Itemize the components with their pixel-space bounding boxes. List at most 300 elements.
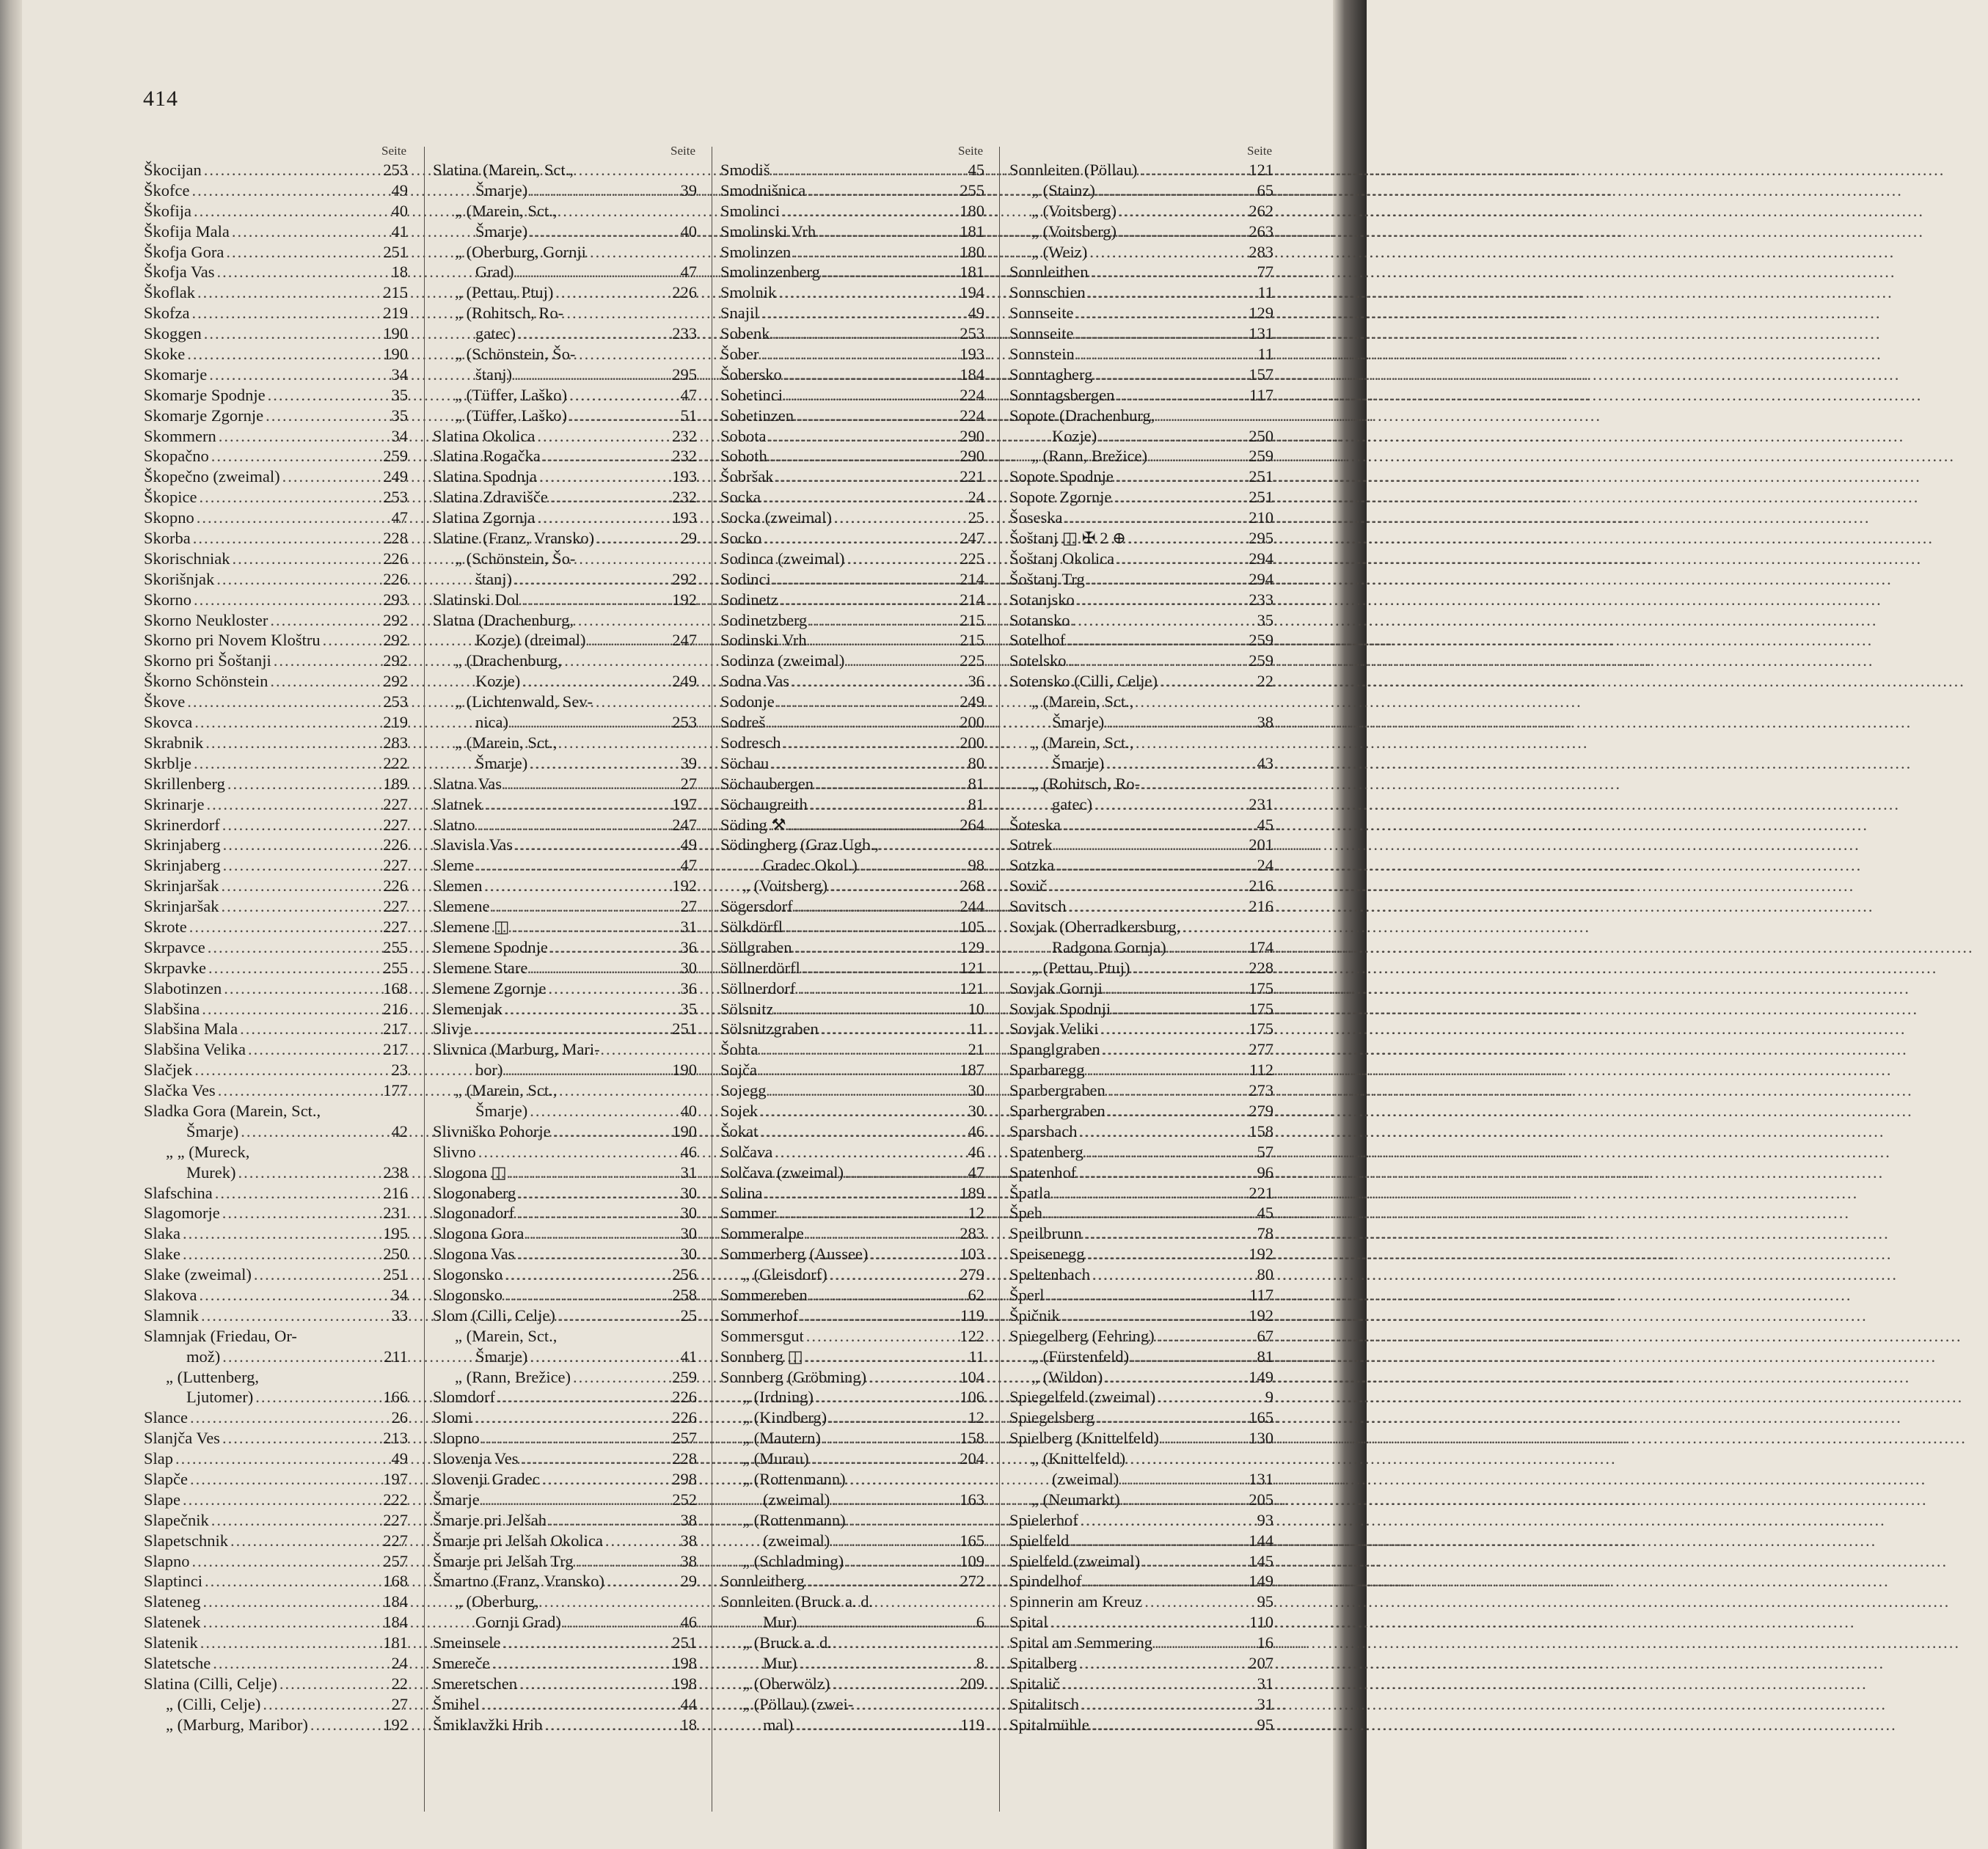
- entry-page-number: 47: [968, 1163, 984, 1182]
- entry-page-number: 149: [1249, 1367, 1273, 1386]
- index-entry: [144, 1490, 408, 1510]
- index-entry: [433, 1571, 697, 1592]
- leader-dots: [792, 671, 957, 692]
- index-entry: [144, 1306, 408, 1326]
- leader-dots: [183, 1223, 381, 1244]
- leader-dots: [1072, 610, 1246, 631]
- index-entry: [1009, 1449, 1273, 1469]
- leader-dots: [1122, 1490, 1246, 1510]
- leader-dots: [522, 671, 670, 692]
- leader-dots: [192, 1551, 381, 1572]
- leader-dots: [776, 466, 958, 487]
- leader-dots: [520, 1449, 670, 1469]
- leader-dots: [505, 1285, 670, 1306]
- entry-name: Soboth: [720, 447, 767, 466]
- leader-dots: [1049, 876, 1246, 896]
- entry-page-number: 226: [383, 569, 408, 588]
- leader-dots: [223, 855, 381, 876]
- leader-dots: [770, 446, 957, 466]
- entry-name: Kozje): [1052, 426, 1097, 445]
- entry-name: Šmarje pri Jelšah: [433, 1510, 547, 1529]
- entry-page-number: 166: [383, 1388, 408, 1407]
- index-entry: [144, 1633, 408, 1653]
- index-entry: [1009, 774, 1273, 794]
- entry-name: Šokat: [720, 1121, 759, 1140]
- entry-page-number: 42: [391, 1121, 408, 1140]
- leader-dots: [215, 1183, 381, 1204]
- entry-page-number: 129: [960, 937, 984, 956]
- index-entry: [433, 1428, 697, 1449]
- index-entry: [433, 1306, 697, 1326]
- entry-page-number: 8: [976, 1654, 984, 1673]
- index-entry: [1009, 1121, 1273, 1142]
- entry-name: Šmihel: [433, 1694, 480, 1713]
- leader-dots: [530, 180, 670, 201]
- entry-page-number: 145: [1249, 1551, 1273, 1570]
- entry-name: Slemene ◫: [433, 917, 510, 936]
- leader-dots: [274, 651, 381, 671]
- index-entry: [433, 1531, 697, 1551]
- leader-dots: [211, 446, 381, 466]
- leader-dots: [846, 1163, 957, 1183]
- entry-name: Slabšina Mala: [144, 1019, 238, 1039]
- entry-page-number: 200: [960, 713, 984, 732]
- entry-page-number: 226: [672, 283, 697, 302]
- leader-dots: [1069, 651, 1246, 671]
- entry-page-number: 49: [391, 180, 408, 199]
- entry-page-number: 180: [960, 201, 984, 220]
- entry-name: Skrpavke: [144, 958, 206, 977]
- entry-page-number: 24: [391, 1654, 408, 1673]
- index-entry: [433, 1080, 697, 1101]
- entry-page-number: 250: [383, 1245, 408, 1264]
- index-entry: [144, 365, 408, 385]
- leader-dots: [197, 508, 381, 528]
- entry-page-number: 257: [383, 1551, 408, 1570]
- entry-page-number: 110: [1249, 1613, 1273, 1632]
- index-entry: [144, 303, 408, 323]
- entry-page-number: 279: [960, 1265, 984, 1284]
- entry-page-number: 35: [391, 406, 408, 425]
- leader-dots: [775, 1142, 957, 1163]
- entry-name: mož): [186, 1347, 221, 1366]
- leader-dots: [1077, 590, 1246, 610]
- entry-name: Söchau: [720, 753, 770, 772]
- index-entry: [144, 1531, 408, 1551]
- leader-dots: [310, 1715, 381, 1735]
- leader-dots: [1063, 815, 1246, 835]
- leader-dots: [200, 1285, 381, 1306]
- index-entry: [1009, 671, 1273, 692]
- entry-name: Škofja Vas: [144, 263, 215, 282]
- entry-name: Sonnleiten (Pöllau): [1009, 161, 1138, 179]
- index-entry: [144, 549, 408, 569]
- entry-name: Sölsnitzgraben: [720, 1019, 819, 1039]
- index-entry: [433, 262, 697, 282]
- leader-dots: [504, 774, 670, 794]
- index-entry: [433, 549, 697, 569]
- leader-dots: [1117, 549, 1246, 569]
- leader-dots: [478, 815, 670, 835]
- entry-name: „ (Schönstein, Šo-: [455, 549, 576, 568]
- entry-page-number: 249: [383, 467, 408, 486]
- entry-name: Špeh: [1009, 1204, 1042, 1223]
- index-entry: [1009, 978, 1273, 999]
- entry-page-number: 26: [391, 1408, 408, 1427]
- index-entry: [433, 1183, 697, 1204]
- entry-page-number: 216: [1249, 897, 1273, 916]
- entry-name: Sonnstein: [1009, 345, 1075, 364]
- leader-dots: [548, 978, 670, 999]
- leader-dots: [761, 344, 958, 365]
- leader-dots: [761, 303, 957, 323]
- entry-page-number: 227: [383, 897, 408, 916]
- entry-name: Slap: [144, 1449, 174, 1468]
- entry-page-number: 106: [960, 1388, 984, 1407]
- index-entry: [433, 1244, 697, 1264]
- entry-page-number: 104: [960, 1367, 984, 1386]
- entry-page-number: 232: [672, 426, 697, 445]
- entry-name: Sojča: [720, 1061, 757, 1080]
- index-entry: [433, 651, 697, 671]
- index-entry: [1009, 1367, 1273, 1388]
- index-entry: [1009, 733, 1273, 753]
- entry-page-number: 268: [960, 876, 984, 896]
- index-entry: [720, 1367, 984, 1388]
- entry-page-number: 228: [672, 1449, 697, 1468]
- index-entry: [144, 508, 408, 528]
- leader-dots: [847, 651, 957, 671]
- entry-page-number: 38: [680, 1551, 697, 1570]
- entry-name: „ (Rohitsch, Ro-: [1031, 774, 1141, 793]
- leader-dots: [809, 610, 957, 631]
- index-entry: [144, 978, 408, 999]
- entry-name: (zweimal): [1052, 1470, 1119, 1488]
- entry-name: Slatina Okolica: [433, 426, 536, 445]
- entry-name: Slomi: [433, 1408, 472, 1427]
- index-entry: [144, 160, 408, 180]
- index-entry: [720, 1039, 984, 1060]
- entry-page-number: 30: [680, 1245, 697, 1264]
- entry-name: Šmarje): [475, 1101, 528, 1120]
- index-entry: [720, 549, 984, 569]
- index-entry: [433, 815, 697, 835]
- leader-dots: [197, 282, 381, 303]
- index-entry: [1009, 1264, 1273, 1285]
- leader-dots: [553, 1121, 670, 1142]
- entry-name: Smolnik: [720, 283, 777, 302]
- entry-name: „ (Rann, Brežice): [455, 1367, 571, 1386]
- index-entry: [1009, 1223, 1273, 1244]
- entry-name: Slatina (Marein, Sct.,: [433, 161, 574, 179]
- entry-name: Slabšina Velika: [144, 1040, 246, 1059]
- entry-name: Slivnica (Marburg, Mari-: [433, 1040, 600, 1059]
- column-header: Seite: [958, 144, 983, 158]
- index-entry: [720, 344, 984, 365]
- index-entry: [433, 242, 697, 263]
- leader-dots: [323, 630, 381, 651]
- entry-page-number: 39: [680, 180, 697, 199]
- index-entry: [720, 282, 984, 303]
- entry-name: štanj): [475, 569, 512, 588]
- index-entry: [144, 1080, 408, 1101]
- index-entry: [144, 876, 408, 896]
- entry-name: „ (Marein, Sct.,: [1031, 733, 1134, 752]
- index-entry: [720, 201, 984, 221]
- entry-name: Šoštanj Trg: [1009, 569, 1085, 588]
- leader-dots: [1114, 487, 1246, 508]
- entry-page-number: 57: [1257, 1142, 1273, 1161]
- entry-page-number: 41: [391, 221, 408, 241]
- index-entry: [433, 426, 697, 447]
- index-entry: [1009, 1510, 1273, 1531]
- index-entry: [433, 835, 697, 855]
- entry-name: „ (Rann, Brežice): [1031, 447, 1148, 466]
- entry-page-number: 49: [680, 835, 697, 854]
- entry-name: Slateneg: [144, 1592, 201, 1611]
- entry-name: Sotansko: [1009, 610, 1070, 629]
- entry-page-number: 11: [968, 1347, 984, 1366]
- entry-page-number: 117: [1249, 1285, 1273, 1304]
- entry-name: Škocijan: [144, 161, 202, 179]
- entry-name: Speisenegg: [1009, 1245, 1085, 1264]
- entry-page-number: 30: [680, 1183, 697, 1202]
- entry-name: Slom (Cilli, Celje): [433, 1306, 555, 1325]
- index-entry: [1009, 630, 1273, 651]
- entry-page-number: 192: [672, 876, 697, 896]
- index-entry: [433, 794, 697, 815]
- index-entry: [720, 1633, 984, 1653]
- index-entry: [433, 733, 697, 753]
- leader-dots: [187, 692, 381, 712]
- entry-name: Slogona ◫: [433, 1163, 507, 1182]
- index-entry: [433, 1264, 697, 1285]
- index-entry: [720, 569, 984, 590]
- index-entry: [720, 774, 984, 794]
- index-list: [1009, 160, 1273, 1735]
- entry-page-number: 49: [391, 1449, 408, 1468]
- column-divider: [999, 147, 1000, 1812]
- entry-name: Spitalitsch: [1009, 1694, 1079, 1713]
- index-entry: [433, 1612, 697, 1633]
- leader-dots: [482, 1490, 670, 1510]
- leader-dots: [194, 1060, 381, 1080]
- index-entry: [1009, 508, 1273, 528]
- leader-dots: [474, 1019, 670, 1039]
- entry-name: „ (Murau): [742, 1449, 809, 1468]
- entry-name: Murek): [186, 1163, 236, 1182]
- entry-name: Šoštanj Okolica: [1009, 549, 1115, 568]
- index-column-2: [433, 144, 697, 1735]
- entry-name: Smolinci: [720, 201, 781, 220]
- leader-dots: [558, 1306, 670, 1326]
- index-entry: [144, 671, 408, 692]
- entry-page-number: 121: [960, 958, 984, 977]
- leader-dots: [1084, 1571, 1246, 1592]
- entry-name: „ (Voitsberg): [1031, 221, 1117, 241]
- leader-dots: [1050, 1612, 1246, 1633]
- index-entry: [1009, 323, 1273, 344]
- index-entry: [720, 1326, 984, 1347]
- leader-dots: [778, 1203, 957, 1223]
- entry-page-number: 36: [680, 978, 697, 997]
- entry-page-number: 251: [1249, 467, 1273, 486]
- index-entry: [433, 774, 697, 794]
- entry-page-number: 184: [383, 1613, 408, 1632]
- entry-page-number: 272: [960, 1572, 984, 1591]
- index-entry: [720, 221, 984, 242]
- leader-dots: [1091, 262, 1247, 282]
- entry-name: Skrblje: [144, 753, 191, 772]
- entry-page-number: 247: [672, 815, 697, 834]
- entry-page-number: 227: [383, 815, 408, 834]
- index-entry: [433, 978, 697, 999]
- leader-dots: [795, 1715, 957, 1735]
- entry-name: „ (Rottenmann): [742, 1510, 846, 1529]
- index-entry: [433, 1039, 697, 1060]
- entry-name: Slogonsko: [433, 1285, 503, 1304]
- entry-name: Gradec Okol.): [763, 856, 858, 875]
- index-entry: [1009, 835, 1273, 855]
- entry-name: Spanglgraben: [1009, 1040, 1100, 1059]
- leader-dots: [491, 896, 670, 917]
- entry-page-number: 181: [960, 221, 984, 241]
- entry-page-number: 253: [672, 713, 697, 732]
- leader-dots: [769, 426, 957, 447]
- entry-page-number: 227: [383, 917, 408, 936]
- leader-dots: [206, 794, 381, 815]
- entry-name: „ (Weiz): [1031, 242, 1088, 261]
- index-entry: [1009, 1060, 1273, 1080]
- entry-name: „ (Bruck a. d.: [742, 1633, 832, 1652]
- leader-dots: [834, 508, 957, 528]
- entry-name: Sopote Spodnje: [1009, 467, 1114, 486]
- entry-name: Slapečnik: [144, 1510, 209, 1529]
- leader-dots: [1106, 712, 1246, 733]
- leader-dots: [193, 528, 381, 549]
- book-binding-edge: [0, 0, 22, 1849]
- entry-name: Sodresch: [720, 733, 781, 752]
- index-entry: [144, 1203, 408, 1223]
- index-entry: [433, 1653, 697, 1674]
- entry-page-number: 95: [1257, 1592, 1273, 1611]
- index-entry: [433, 1694, 697, 1715]
- leader-dots: [1108, 1080, 1246, 1101]
- index-entry: [144, 1264, 408, 1285]
- entry-name: Skommern: [144, 426, 216, 445]
- entry-page-number: 38: [680, 1531, 697, 1550]
- entry-page-number: 38: [680, 1510, 697, 1529]
- leader-dots: [255, 1387, 381, 1407]
- leader-dots: [221, 896, 381, 917]
- index-entry: [720, 528, 984, 549]
- leader-dots: [216, 569, 381, 590]
- index-entry: [720, 1101, 984, 1121]
- index-entry: [720, 1203, 984, 1223]
- entry-name: Sölsnitz: [720, 999, 774, 1018]
- leader-dots: [809, 630, 957, 651]
- index-entry: [433, 876, 697, 896]
- index-entry: [720, 1142, 984, 1163]
- entry-name: Södingberg (Graz Ugb.,: [720, 835, 879, 854]
- index-entry: [144, 1163, 408, 1183]
- leader-dots: [279, 1674, 381, 1694]
- entry-page-number: 31: [1257, 1694, 1273, 1713]
- leader-dots: [514, 569, 670, 590]
- leader-dots: [204, 160, 381, 180]
- entry-name: Sommerberg (Aussee): [720, 1245, 869, 1264]
- entry-page-number: 30: [968, 1101, 984, 1120]
- leader-dots: [1088, 282, 1246, 303]
- entry-page-number: 255: [383, 958, 408, 977]
- entry-page-number: 131: [1249, 324, 1273, 343]
- entry-name: Skorno pri Novem Kloštru: [144, 631, 321, 650]
- entry-page-number: 211: [384, 1347, 408, 1366]
- entry-name: Sommerhof: [720, 1306, 799, 1325]
- index-entry: [720, 1306, 984, 1326]
- entry-name: Söchaugreith: [720, 794, 808, 813]
- entry-page-number: 51: [680, 406, 697, 425]
- index-entry: [433, 344, 697, 365]
- entry-name: Solčava: [720, 1142, 773, 1161]
- leader-dots: [1142, 1551, 1246, 1572]
- index-entry: [144, 1121, 408, 1142]
- entry-page-number: 283: [1249, 242, 1273, 261]
- entry-page-number: 259: [1249, 631, 1273, 650]
- leader-dots: [183, 1490, 381, 1510]
- leader-dots: [818, 221, 957, 242]
- entry-name: „ (Oberburg,: [455, 1592, 539, 1611]
- leader-dots: [1055, 835, 1246, 855]
- entry-name: „ (Marburg, Maribor): [166, 1715, 308, 1734]
- leader-dots: [823, 1428, 957, 1449]
- index-entry: [433, 1592, 697, 1612]
- entry-page-number: 292: [383, 631, 408, 650]
- leader-dots: [830, 1264, 957, 1285]
- index-entry: [433, 221, 697, 242]
- entry-name: Slaptinci: [144, 1572, 202, 1591]
- index-entry: [720, 610, 984, 631]
- entry-name: Sotelsko: [1009, 651, 1067, 670]
- entry-name: Slatna (Drachenburg,: [433, 610, 574, 629]
- entry-name: Sovjak (Oberradkersburg,: [1009, 917, 1181, 936]
- index-entry: [433, 753, 697, 774]
- index-entry: [144, 1674, 408, 1694]
- leader-dots: [555, 282, 670, 303]
- index-entry: [433, 1163, 697, 1183]
- entry-name: Slogona Gora: [433, 1224, 525, 1243]
- index-entry: [720, 1510, 984, 1531]
- index-entry: [144, 794, 408, 815]
- entry-page-number: 180: [960, 242, 984, 261]
- entry-name: Šobršak: [720, 467, 774, 486]
- entry-name: Sobota: [720, 426, 767, 445]
- entry-name: Slatenek: [144, 1613, 201, 1632]
- entry-name: Skrote: [144, 917, 187, 936]
- index-entry: [144, 1510, 408, 1531]
- entry-page-number: 44: [680, 1694, 697, 1713]
- entry-page-number: 46: [680, 1613, 697, 1632]
- entry-name: Kozje) (dreimal): [475, 631, 586, 650]
- leader-dots: [800, 1306, 957, 1326]
- leader-dots: [539, 466, 670, 487]
- entry-name: Skorno: [144, 590, 192, 609]
- entry-page-number: 295: [1249, 529, 1273, 548]
- leader-dots: [569, 385, 670, 406]
- entry-name: Radgona Gornja): [1052, 937, 1166, 956]
- leader-dots: [238, 1163, 381, 1183]
- entry-name: Slakova: [144, 1285, 197, 1304]
